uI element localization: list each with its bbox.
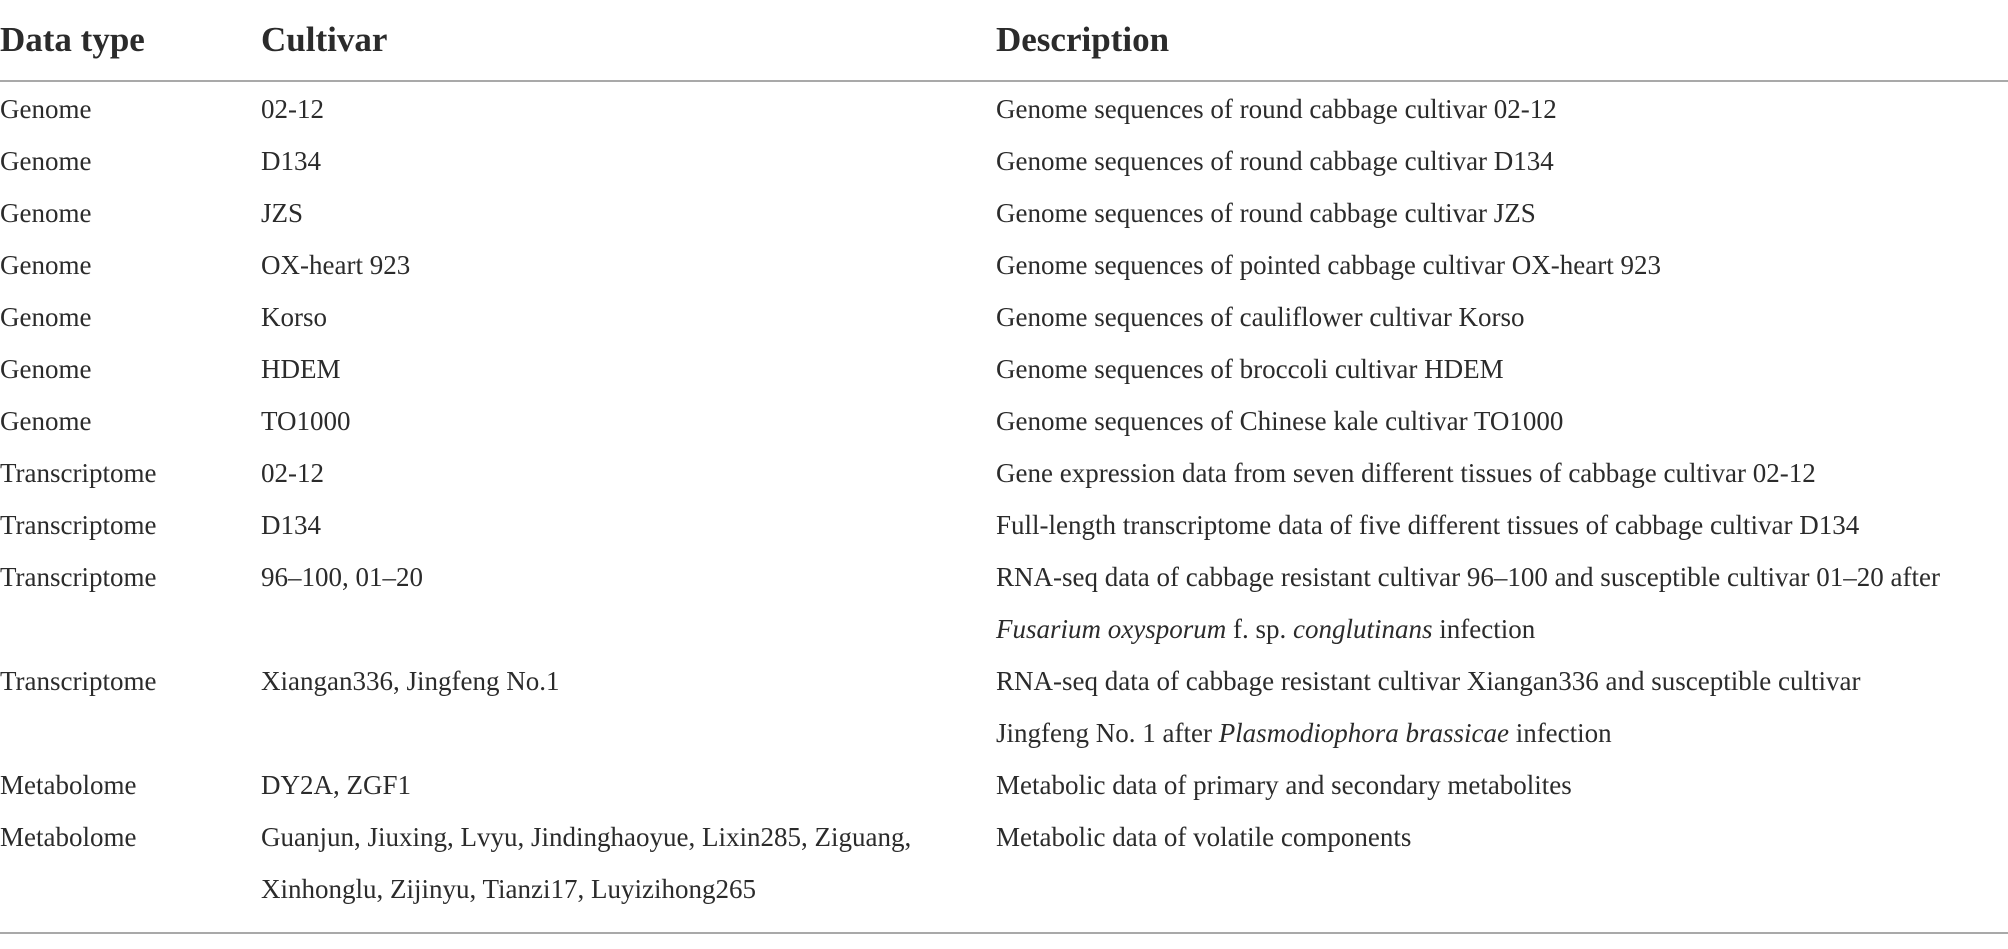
cell-cultivar: 02-12 — [261, 458, 324, 488]
description-text: Jingfeng No. 1 after — [996, 718, 1219, 748]
description-line-1: RNA-seq data of cabbage resistant cultivar Xiangan336 and susceptible cultivar — [996, 666, 1861, 696]
table-bottom-rule — [0, 932, 2008, 934]
description-line-1: RNA-seq data of cabbage resistant cultivar 96–100 and susceptible cultivar 01–20 after — [996, 562, 1940, 592]
cell-data-type: Transcriptome — [0, 510, 157, 540]
cell-data-type: Transcriptome — [0, 458, 157, 488]
cell-data-type: Transcriptome — [0, 666, 157, 696]
table-row — [0, 187, 2008, 239]
header-cultivar: Cultivar — [261, 0, 996, 81]
cell-description: Genome sequences of broccoli cultivar HDEM — [996, 354, 1504, 384]
cell-data-type: Transcriptome — [0, 562, 157, 592]
cell-description: Genome sequences of pointed cabbage cultivar OX-heart 923 — [996, 250, 1661, 280]
header-data-type: Data type — [0, 0, 261, 81]
cell-data-type: Genome — [0, 406, 92, 436]
table-row — [0, 395, 2008, 447]
cell-description — [996, 655, 2008, 759]
cell-description: Genome sequences of round cabbage cultivar D134 — [996, 146, 1554, 176]
cell-data-type: Genome — [0, 302, 92, 332]
table-row — [0, 811, 2008, 915]
cell-cultivar: Xiangan336, Jingfeng No.1 — [261, 666, 560, 696]
header-description: Description — [996, 0, 2008, 81]
table-row — [0, 291, 2008, 343]
cultivar-line-1: Guanjun, Jiuxing, Lvyu, Jindinghaoyue, Lixin285, Ziguang, — [261, 822, 912, 852]
table-row — [0, 135, 2008, 187]
cell-cultivar — [261, 811, 996, 915]
table-row — [0, 239, 2008, 291]
cell-description: Genome sequences of round cabbage cultivar 02-12 — [996, 94, 1557, 124]
cell-cultivar: JZS — [261, 198, 304, 228]
table-row — [0, 81, 2008, 135]
cell-data-type: Genome — [0, 94, 92, 124]
cell-cultivar: 02-12 — [261, 94, 324, 124]
table-row — [0, 655, 2008, 759]
cell-data-type: Metabolome — [0, 770, 137, 800]
table-header-row — [0, 0, 2008, 81]
description-italic-forma: conglutinans — [1293, 614, 1433, 644]
cell-description: Full-length transcriptome data of five different tissues of cabbage cultivar D134 — [996, 510, 1860, 540]
description-italic-species: Plasmodiophora brassicae — [1218, 718, 1509, 748]
cell-data-type: Genome — [0, 146, 92, 176]
cell-description: Genome sequences of round cabbage cultivar JZS — [996, 198, 1536, 228]
cell-description: Gene expression data from seven different tissues of cabbage cultivar 02-12 — [996, 458, 1816, 488]
cell-description: Metabolic data of primary and secondary metabolites — [996, 770, 1572, 800]
cell-cultivar: DY2A, ZGF1 — [261, 770, 412, 800]
cell-data-type: Metabolome — [0, 822, 137, 852]
cell-cultivar: OX-heart 923 — [261, 250, 411, 280]
cell-description — [996, 551, 2008, 655]
description-italic-species: Fusarium oxysporum — [996, 614, 1227, 644]
cell-data-type: Genome — [0, 250, 92, 280]
table-row — [0, 447, 2008, 499]
table-row — [0, 499, 2008, 551]
cell-cultivar: D134 — [261, 510, 321, 540]
cell-data-type: Genome — [0, 198, 92, 228]
cell-cultivar: TO1000 — [261, 406, 351, 436]
table-row — [0, 759, 2008, 811]
description-text: infection — [1508, 718, 1612, 748]
cell-cultivar: 96–100, 01–20 — [261, 562, 423, 592]
cell-cultivar: HDEM — [261, 354, 341, 384]
table-row — [0, 343, 2008, 395]
table-row — [0, 551, 2008, 655]
cell-description: Genome sequences of cauliflower cultivar Korso — [996, 302, 1525, 332]
cell-description: Metabolic data of volatile components — [996, 822, 1412, 852]
description-text: f. sp. — [1226, 614, 1293, 644]
cell-cultivar: D134 — [261, 146, 321, 176]
cell-description: Genome sequences of Chinese kale cultivar TO1000 — [996, 406, 1564, 436]
cultivar-line-2: Xinhonglu, Zijinyu, Tianzi17, Luyizihong265 — [261, 874, 757, 904]
cell-data-type: Genome — [0, 354, 92, 384]
description-text: infection — [1432, 614, 1536, 644]
cell-cultivar: Korso — [261, 302, 327, 332]
